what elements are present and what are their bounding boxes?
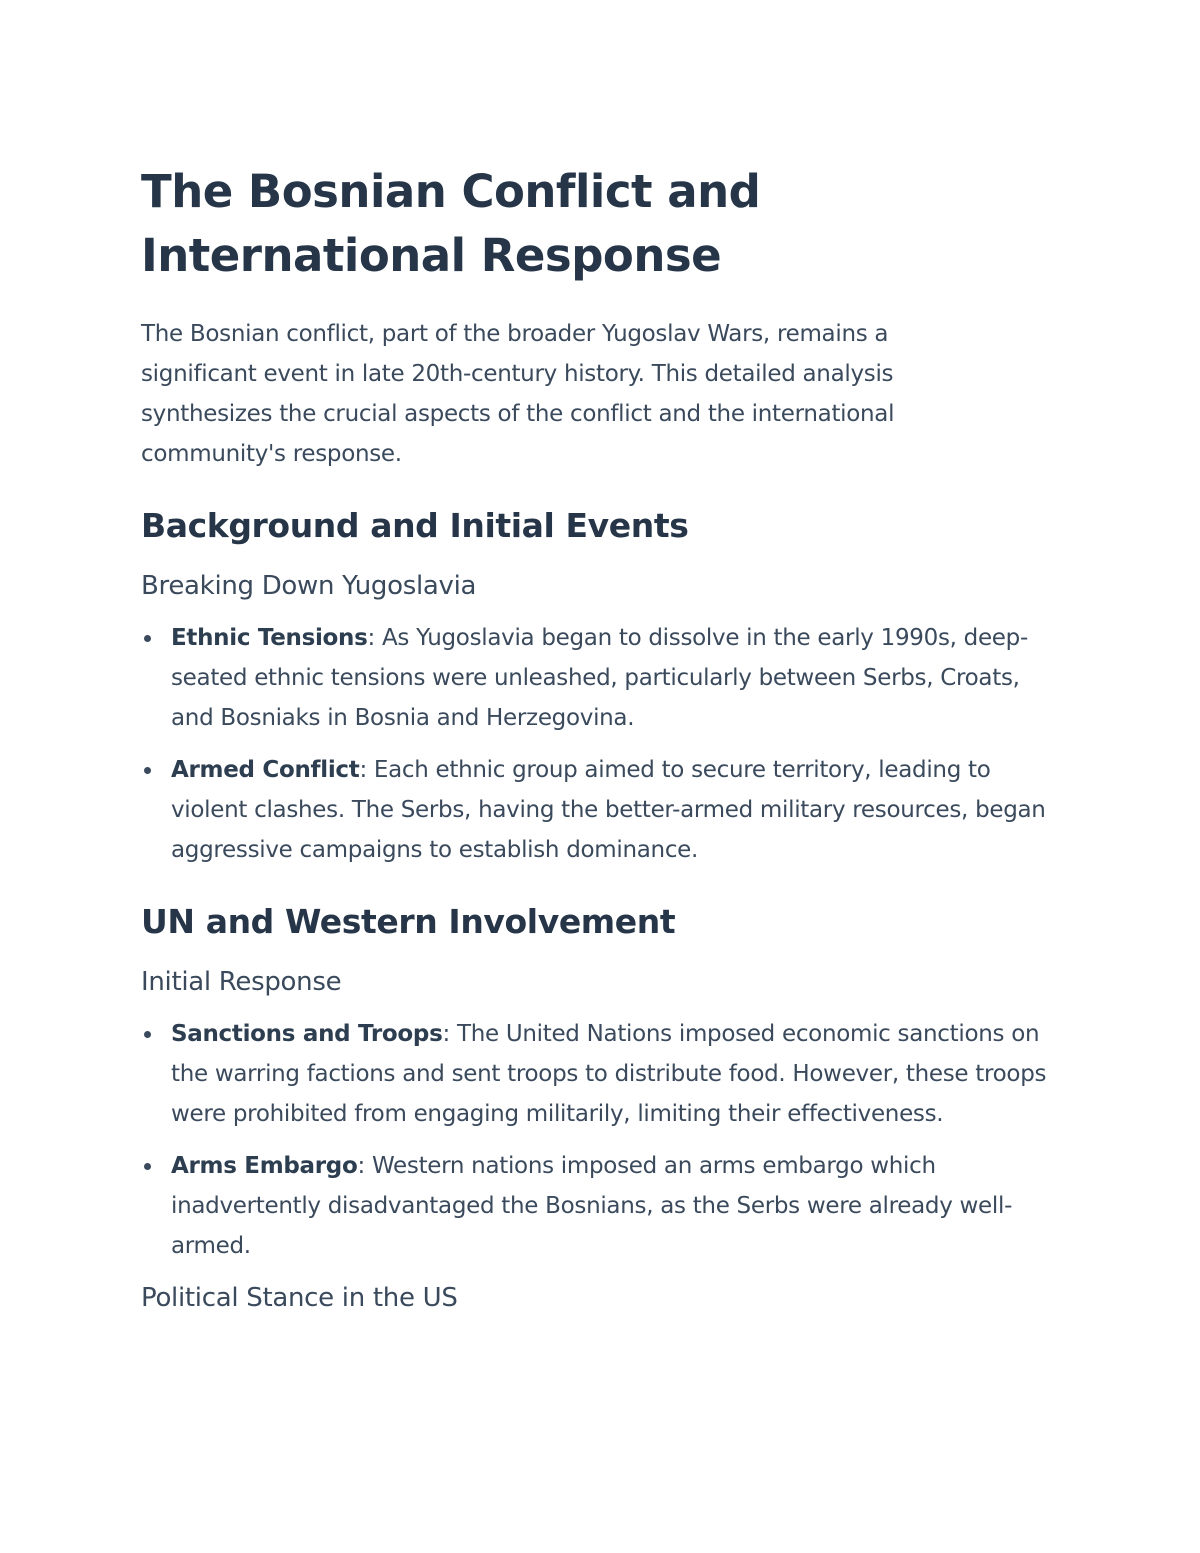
bullet-icon (144, 635, 151, 642)
list-item-text: : Each ethnic group aimed to secure territory, leading to violent clashes. The Serbs, having the better-armed military resources, began aggressive campaigns to establish dominance. (171, 757, 1046, 863)
subheading-initial-response: Initial Response (141, 967, 342, 997)
document-title: The Bosnian Conflict and International Response (141, 165, 761, 282)
section-heading-un-western: UN and Western Involvement (141, 902, 676, 941)
list-item-term: Ethnic Tensions (171, 625, 368, 651)
list-item-term: Arms Embargo (171, 1153, 358, 1179)
list-item (141, 1146, 1056, 1266)
bullet-list-un-western (141, 1014, 1050, 1266)
list-item-text: : As Yugoslavia began to dissolve in the early 1990s, deep-seated ethnic tensions were unleashed, particularly between Serbs, Croats, and Bosniaks in Bosnia and Herzegovina. (171, 625, 1028, 731)
list-item-term: Sanctions and Troops (171, 1021, 443, 1047)
list-item-text: : The United Nations imposed economic sanctions on the warring factions and sent troops to distribute food. However, these troops were prohibited from engaging militarily, limiting their effectiveness. (171, 1021, 1047, 1127)
list-item (141, 750, 1056, 870)
bullet-icon (144, 767, 151, 774)
list-item-text: : Western nations imposed an arms embargo which inadvertently disadvantaged the Bosnians, as the Serbs were already well-armed. (171, 1153, 1013, 1259)
list-item (141, 618, 1056, 738)
bullet-list-background (141, 618, 1050, 870)
subheading-breaking-down-yugoslavia: Breaking Down Yugoslavia (141, 571, 477, 601)
intro-paragraph: The Bosnian conflict, part of the broader Yugoslav Wars, remains a significant event in late 20th-century history. This detailed analysis synthesizes the crucial aspects of the conflict and the international community's response. (141, 321, 895, 467)
list-item-term: Armed Conflict (171, 757, 360, 783)
bullet-icon (144, 1163, 151, 1170)
list-item (141, 1014, 1056, 1134)
subheading-political-stance-us: Political Stance in the US (141, 1283, 458, 1313)
bullet-icon (144, 1031, 151, 1038)
section-heading-background: Background and Initial Events (141, 506, 689, 545)
